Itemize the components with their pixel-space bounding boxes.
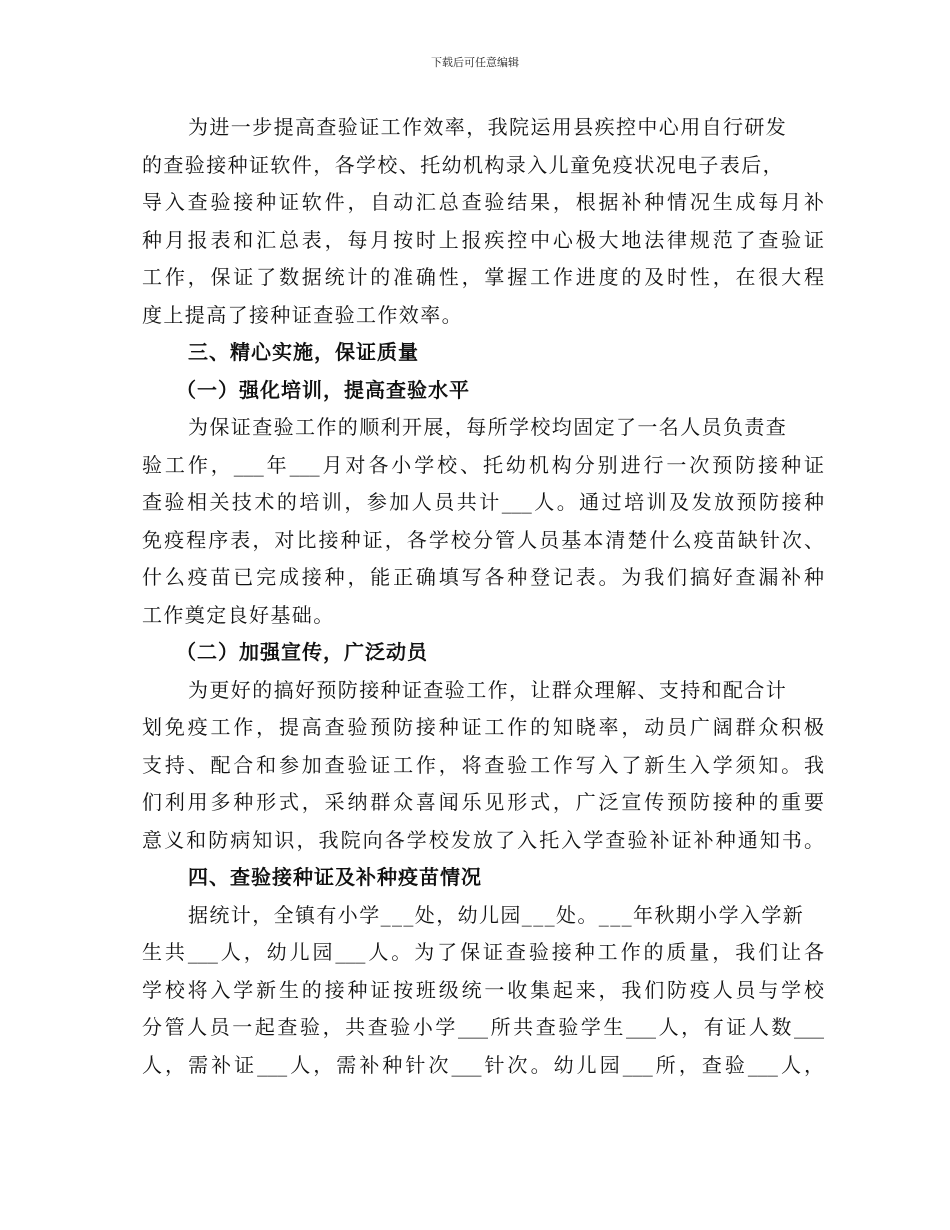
paragraph-line: 种月报表和汇总表，每月按时上报疾控中心极大地法律规范了查验证 [142, 227, 824, 252]
subsection-heading: （一）强化培训，提高查验水平 [176, 377, 470, 402]
paragraph-line: 查验相关技术的培训，参加人员共计___人。通过培训及发放预防接种 [142, 490, 824, 514]
subsection-heading: （二）加强宣传，广泛动员 [176, 640, 428, 664]
section-heading: 三、精心实施，保证质量 [188, 340, 419, 364]
section-heading: 四、查验接种证及补种疫苗情况 [188, 865, 482, 889]
paragraph-line: 生共___人，幼儿园___人。为了保证查验接种工作的质量，我们让各 [142, 940, 824, 964]
paragraph-line: 意义和防病知识，我院向各学校发放了入托入学查验补证补种通知书。 [142, 827, 824, 852]
paragraph-line: 支持、配合和参加查验证工作，将查验工作写入了新生入学须知。我 [142, 752, 824, 777]
paragraph-line: 划免疫工作，提高查验预防接种证工作的知晓率，动员广阔群众积极 [142, 715, 824, 739]
paragraph-line: 的查验接种证软件，各学校、托幼机构录入儿童免疫状况电子表后， [142, 152, 784, 177]
document-body [142, 109, 824, 1084]
paragraph-line: 什么疫苗已完成接种，能正确填写各种登记表。为我们搞好查漏补种 [142, 565, 824, 589]
paragraph-line: 们利用多种形式，采纳群众喜闻乐见形式，广泛宣传预防接种的重要 [142, 790, 824, 814]
paragraph-line: 据统计，全镇有小学___处，幼儿园___处。___年秋期小学入学新 [188, 902, 805, 927]
paragraph-line: 人，需补证___人，需补种针次___针次。幼儿园___所，查验___人， [142, 1052, 824, 1077]
paragraph-line: 度上提高了接种证查验工作效率。 [142, 302, 463, 327]
paragraph-line: 为保证查验工作的顺利开展，每所学校均固定了一名人员负责查 [188, 415, 788, 439]
paragraph-line: 验工作，___年___月对各小学校、托幼机构分别进行一次预防接种证 [142, 452, 824, 477]
paragraph-line: 工作，保证了数据统计的准确性，掌握工作进度的及时性，在很大程 [142, 265, 824, 289]
paragraph-line: 分管人员一起查验，共查验小学___所共查验学生___人，有证人数___ [142, 1015, 824, 1039]
page-header: 下载后可任意编辑 [431, 56, 519, 69]
paragraph-line: 为更好的搞好预防接种证查验工作，让群众理解、支持和配合计 [188, 677, 788, 702]
paragraph-line: 学校将入学新生的接种证按班级统一收集起来，我们防疫人员与学校 [142, 977, 824, 1002]
paragraph-line: 工作奠定良好基础。 [142, 602, 335, 627]
paragraph-line: 导入查验接种证软件，自动汇总查验结果，根据补种情况生成每月补 [142, 190, 824, 214]
paragraph-line: 免疫程序表，对比接种证，各学校分管人员基本清楚什么疫苗缺针次、 [142, 527, 824, 552]
paragraph-line: 为进一步提高查验证工作效率，我院运用县疾控中心用自行研发 [188, 115, 788, 139]
